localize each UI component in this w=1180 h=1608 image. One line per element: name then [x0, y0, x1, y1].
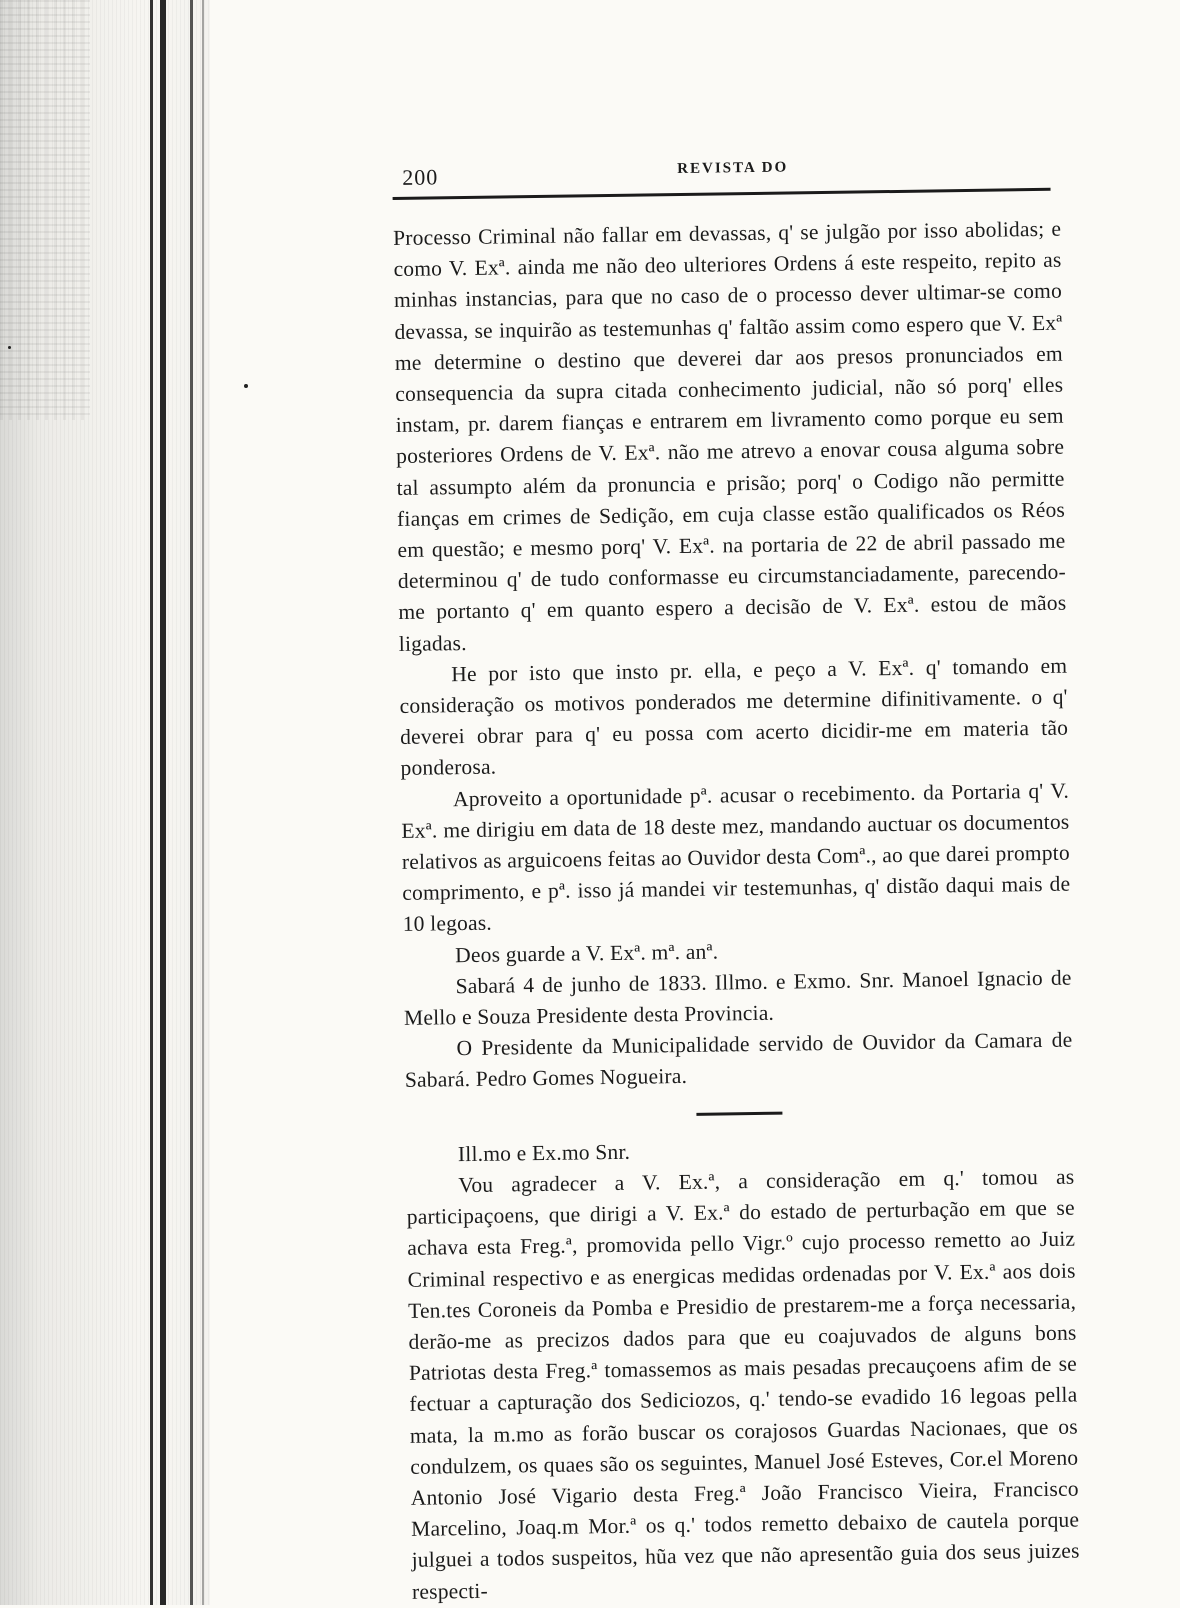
book-spine-edge [150, 0, 153, 1605]
letter2-salutation: Ill.mo e Ex.mo Snr. [457, 1139, 631, 1166]
letter1-paragraph: Aproveito a oportunidade pª. acusar o recebimento. da Portaria q' V. Exª. me dirigiu em data de 18 deste mez, mandando auctuar os documentos relativos as arguicoens feitas ao Ouvidor desta Comª., ao que darei prompto comprimento, e pª. isso já mandei vir testemunhas, q' distão daqui mais de 10 legoas. [401, 778, 1071, 937]
section-divider [696, 1111, 782, 1115]
book-spine-edge [160, 0, 166, 1605]
book-spine-edge [190, 0, 193, 1605]
letter1-paragraph: He por isto que insto pr. ella, e peço a V. Exª. q' tomando em consideração os motivos ponderados me determine difinitivamente. o q' deverei obrar para q' eu possa com acerto dicidir-me em materia tão ponderosa. [399, 653, 1069, 781]
header-rule [393, 188, 1051, 200]
page-header [392, 146, 1072, 190]
page-number: 200 [402, 164, 439, 190]
letter1-signature: O Presidente da Municipalidade servido de Ouvidor da Camara de Sabará. Pedro Gomes Nogueira. [404, 1027, 1073, 1093]
ink-speck [244, 384, 248, 388]
ink-speck [8, 346, 11, 349]
letter1-closing: Deos guarde a V. Exª. mª. anª. [455, 939, 719, 967]
letter1-paragraph: Processo Criminal não fallar em devassas, q' se julgão por isso abolidas; e como V. Exª. ainda me não deo ulteriores Ordens á este respeito, repito as minhas instancias, para que no caso de o processo dever ultimar-se como devassa, se inquirão as testemunhas q' faltão assim como espero que V. Exª me determine o destino que deverei dar aos presos pronunciados em consequencia da supra citada conhecimento judicial, não só porq' elles instam, pr. darem fianças e entrarem em livramento como porque eu sem posteriores Ordens de V. Exª. não me atrevo a enovar cousa alguma sobre tal assumpto além da pronuncia e prisão; porq' o Codigo não permitte fianças em crimes de Sedição, em cuja classe estão qualificados os Réos em questão; e mesmo porq' V. Exª. na portaria de 22 de abril passado me determinou q' de tudo conformasse eu circumstanciadamente, parecendo-me portanto q' em quanto espero a decisão de V. Exª. estou de mãos ligadas. [392, 216, 1067, 656]
page-body [393, 214, 1080, 1608]
scan-noise [0, 0, 90, 420]
running-head: REVISTA DO [677, 159, 789, 178]
letter2-paragraph: Vou agradecer a V. Ex.ª, a consideração em q.' tomou as participaçoens, que dirigi a V. Ex.ª do estado de perturbação em que se achava esta Freg.ª, promovida pello Vigr.º cujo processo remetto ao Juiz Criminal respectivo e as energicas medidas ordenadas por V. Ex.ª aos dois Ten.tes Coroneis da Pomba e Presidio de prestarem-me a força necessaria, derão-me as precizos dados para que eu coajuvados de alguns bons Patriotas desta Freg.ª tomassemos as mais pesadas precauçoens afim de se fectuar a capturação dos Sediciozos, q.' tendo-se evadido 16 legoas pella mata, la m.mo as forão buscar os corajosos Guardas Nacionaes, que os condulzem, os quaes são os seguintes, Manuel José Esteves, Cor.el Moreno Antonio José Vigario desta Freg.ª João Francisco Vieira, Francisco Marcelino, Joaq.m Mor.ª os q.' todos remetto debaixo de cautela porque julguei a todos suspeitos, hũa vez que não apresentão guia dos seus juizes respecti- [406, 1164, 1080, 1604]
letter1-place-date: Sabará 4 de junho de 1833. Illmo. e Exmo. Snr. Manoel Ignacio de Mello e Souza Presidente desta Provincia. [403, 965, 1072, 1030]
book-spine-edge [202, 0, 204, 1605]
scan-gutter [0, 0, 210, 1605]
book-page [392, 146, 1080, 1604]
